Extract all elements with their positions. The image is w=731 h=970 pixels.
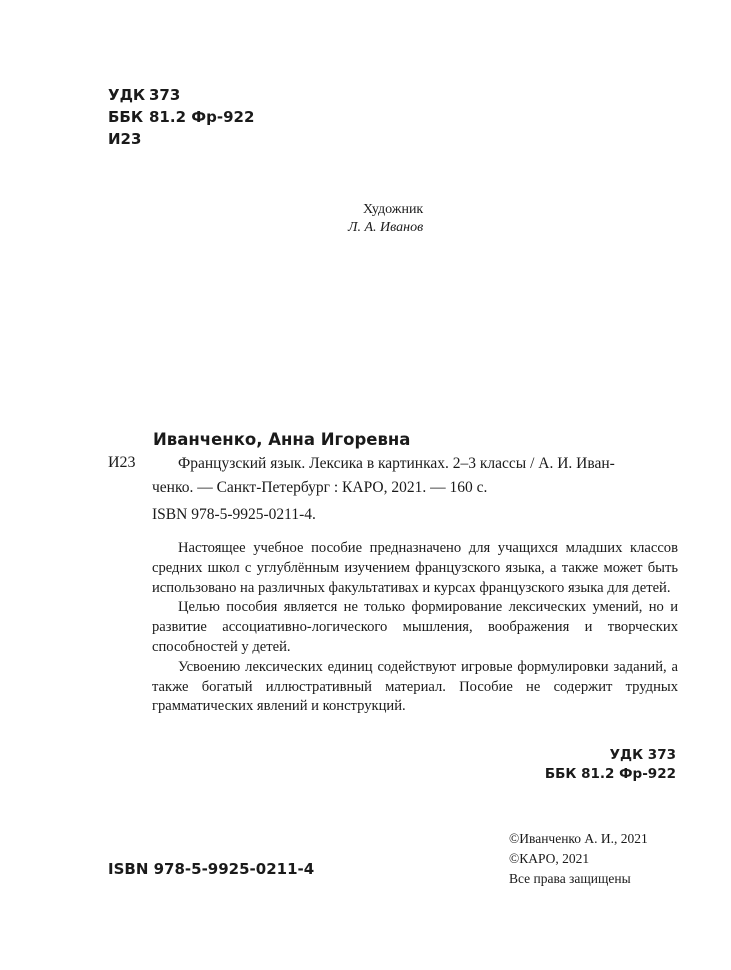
bbk-value: 81.2 Фр-922: [149, 108, 255, 126]
bbk-key: ББК: [108, 108, 144, 126]
catalog-description-line2: ченко. — Санкт-Петербург : КАРО, 2021. — 160 с.: [152, 479, 488, 496]
artist-label: Художник: [363, 202, 424, 217]
catalog-code: И23: [108, 454, 136, 471]
catalog-description-line1: Французский язык. Лексика в картинках. 2–3 классы / А. И. Иван-: [178, 455, 615, 472]
abstract-paragraph: Целью пособия является не только формирование лексических умений, но и развитие ассоциативно-логического мышления, воображения и творческих способностей у детей.: [152, 599, 678, 655]
abstract-paragraph: Усвоению лексических единиц содействуют игровые формулировки заданий, а также богатый иллюстративный материал. Пособие не содержит трудных грамматических явлений и конструкций.: [152, 658, 678, 715]
abstract: [152, 539, 678, 717]
copyright-author: ©Иванченко А. И., 2021: [509, 831, 648, 846]
author-mark-row: [108, 128, 254, 150]
copyright-block: [509, 829, 648, 889]
bottom-udk: УДК 373: [609, 747, 676, 763]
catalog-description: [152, 452, 678, 500]
artist-name: Л. А. Иванов: [348, 220, 424, 235]
isbn-bottom: ISBN 978-5-9925-0211-4: [108, 860, 315, 878]
copyright-publisher: ©КАРО, 2021: [509, 851, 590, 866]
udk-row: [108, 84, 254, 106]
bottom-classification-codes: [545, 746, 676, 784]
catalog-author: Иванченко, Анна Игоревна: [153, 430, 411, 449]
classification-codes: [108, 84, 254, 150]
catalog-isbn: ISBN 978-5-9925-0211-4.: [152, 506, 316, 523]
abstract-paragraph: Настоящее учебное пособие предназначено для учащихся младших классов средних школ с углублённым изучением французского языка, а также может быть использовано на различных факультативах и курсах французского языка для детей.: [152, 540, 678, 596]
udk-key: УДК: [108, 86, 146, 104]
bottom-bbk: ББК 81.2 Фр-922: [544, 766, 676, 782]
bbk-row: [108, 106, 254, 128]
udk-value: 373: [149, 86, 181, 104]
rights-reserved: Все права защищены: [509, 871, 631, 886]
author-mark: И23: [108, 130, 142, 148]
